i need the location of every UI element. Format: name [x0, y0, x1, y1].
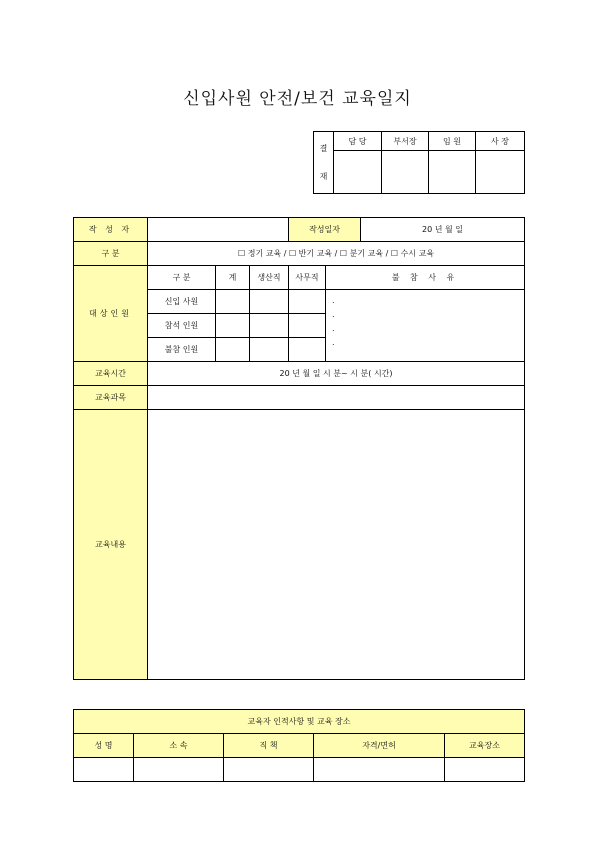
target-row-total[interactable] — [216, 338, 250, 362]
time-label: 교육시간 — [74, 362, 148, 386]
target-row-label: 신입 사원 — [148, 290, 216, 314]
absence-reason-line: . — [332, 324, 335, 333]
target-row-production[interactable] — [250, 314, 289, 338]
target-header-category: 구 분 — [148, 266, 216, 290]
course-label: 교육과목 — [74, 386, 148, 410]
target-row-label: 참석 인원 — [148, 314, 216, 338]
instructor-title: 교육자 인적사항 및 교육 장소 — [74, 710, 525, 734]
target-header-total: 계 — [216, 266, 250, 290]
instructor-license-field[interactable] — [314, 758, 445, 782]
approval-side-label-top: 결 — [319, 143, 328, 153]
target-row-office[interactable] — [289, 338, 326, 362]
target-row-total[interactable] — [216, 314, 250, 338]
target-header-absence-reason: 불 참 사 유 — [326, 266, 525, 290]
category-options[interactable]: ☐ 정기 교육 / ☐ 반기 교육 / ☐ 분기 교육 / ☐ 수시 교육 — [148, 242, 525, 266]
document-title: 신입사원 안전/보건 교육일지 — [183, 89, 412, 109]
approval-side-label — [314, 132, 334, 194]
education-log-form — [73, 217, 525, 680]
absence-reason-line: . — [332, 296, 335, 305]
absence-reason-line: . — [332, 338, 335, 347]
approval-box — [313, 131, 525, 194]
target-row-office[interactable] — [289, 314, 326, 338]
instructor-location-field[interactable] — [445, 758, 525, 782]
author-label: 작 성 자 — [74, 218, 148, 242]
content-field[interactable] — [148, 410, 525, 680]
instructor-name-field[interactable] — [74, 758, 134, 782]
category-label: 구 분 — [74, 242, 148, 266]
instructor-header-location: 교육장소 — [445, 734, 525, 758]
course-field[interactable] — [148, 386, 525, 410]
target-row-production[interactable] — [250, 338, 289, 362]
absence-reason-line: . — [332, 310, 335, 319]
instructor-position-field[interactable] — [224, 758, 314, 782]
approval-sign-president[interactable] — [476, 151, 525, 194]
absence-reason-field[interactable] — [326, 290, 525, 362]
approval-side-label-bottom: 재 — [319, 171, 328, 181]
instructor-affiliation-field[interactable] — [134, 758, 224, 782]
approval-sign-dept-head[interactable] — [382, 151, 429, 194]
author-field[interactable] — [148, 218, 289, 242]
target-row-office[interactable] — [289, 290, 326, 314]
approval-header-manager: 담 당 — [334, 132, 382, 151]
content-label: 교육내용 — [74, 410, 148, 680]
instructor-header-name: 성 명 — [74, 734, 134, 758]
target-header-production: 생산직 — [250, 266, 289, 290]
instructor-table — [73, 709, 525, 782]
approval-header-dept-head: 부서장 — [382, 132, 429, 151]
date-label: 작성일자 — [289, 218, 361, 242]
instructor-header-license: 자격/면허 — [314, 734, 445, 758]
target-label: 대상인원 — [74, 266, 148, 362]
approval-sign-manager[interactable] — [334, 151, 382, 194]
instructor-header-position: 직 책 — [224, 734, 314, 758]
approval-sign-executive[interactable] — [429, 151, 476, 194]
instructor-header-affiliation: 소 속 — [134, 734, 224, 758]
target-row-label: 불참 인원 — [148, 338, 216, 362]
target-row-total[interactable] — [216, 290, 250, 314]
time-field[interactable]: 20 년 월 일 시 분~ 시 분( 시간) — [148, 362, 525, 386]
date-field[interactable]: 20 년 월 일 — [361, 218, 525, 242]
target-row-production[interactable] — [250, 290, 289, 314]
approval-header-president: 사 장 — [476, 132, 525, 151]
target-header-office: 사무직 — [289, 266, 326, 290]
approval-header-executive: 임 원 — [429, 132, 476, 151]
